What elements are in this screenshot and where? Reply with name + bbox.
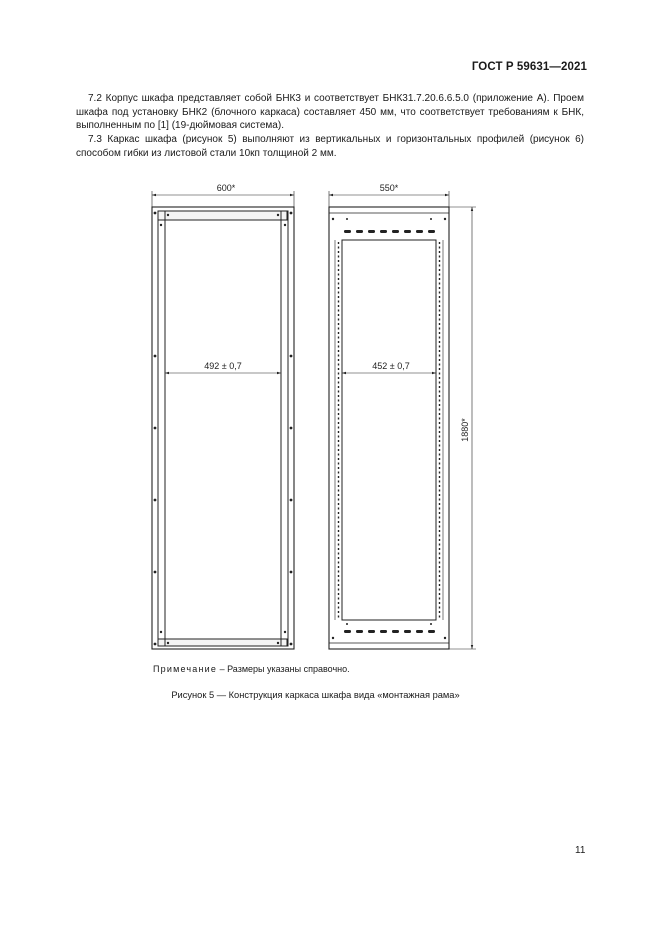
note-label: Примечание (153, 664, 218, 674)
front-frame-right-post (281, 211, 288, 646)
side-frame-view (329, 191, 476, 649)
front-inner-dimension: 492 ± 0,7 (204, 361, 242, 371)
front-frame-left-post (158, 211, 165, 646)
front-frame-holes (154, 212, 293, 646)
side-frame-bottom-slots (332, 623, 446, 639)
front-frame-inner (165, 220, 281, 640)
document-standard-header: ГОСТ Р 59631—2021 (471, 61, 587, 73)
page-number: 11 (575, 845, 586, 856)
front-frame-outer (152, 207, 294, 649)
paragraph-7-3-text: 7.3 Каркас шкафа (рисунок 5) выполняют из вертикальных и горизонтальных профилей (рисунок 6) способом гибки из листовой стали 10кп толщиной 2 мм. (76, 134, 584, 159)
note-text: – Размеры указаны справочно. (217, 664, 350, 674)
paragraph-7-2-text: 7.2 Корпус шкафа представляет собой БНК3 и соответствует БНК31.7.20.6.6.5.0 (приложение А). Проем шкафа под установку БНК2 (блочного каркаса) составляет 450 мм, что соответствует требованиям к БНК, выполненным по [1] (19-дюймовая система). (76, 93, 584, 131)
side-frame-inner (342, 240, 436, 620)
front-frame-view (152, 191, 294, 649)
front-frame-top-rail (158, 211, 287, 220)
figure-caption (0, 690, 661, 700)
height-dimension: 1880* (460, 418, 470, 442)
figure-note (153, 664, 350, 674)
side-inner-dimension: 452 ± 0,7 (372, 361, 410, 371)
side-frame-outer (329, 207, 449, 649)
front-width-dimension: 600* (216, 183, 236, 193)
side-width-dimension: 550* (379, 183, 399, 193)
side-frame-top-slots (332, 218, 446, 233)
front-frame-bottom-rail (158, 639, 287, 646)
figure-caption-text: Рисунок 5 — Конструкция каркаса шкафа вида «монтажная рама» (171, 690, 460, 700)
side-frame-rail-perforation (339, 242, 440, 618)
